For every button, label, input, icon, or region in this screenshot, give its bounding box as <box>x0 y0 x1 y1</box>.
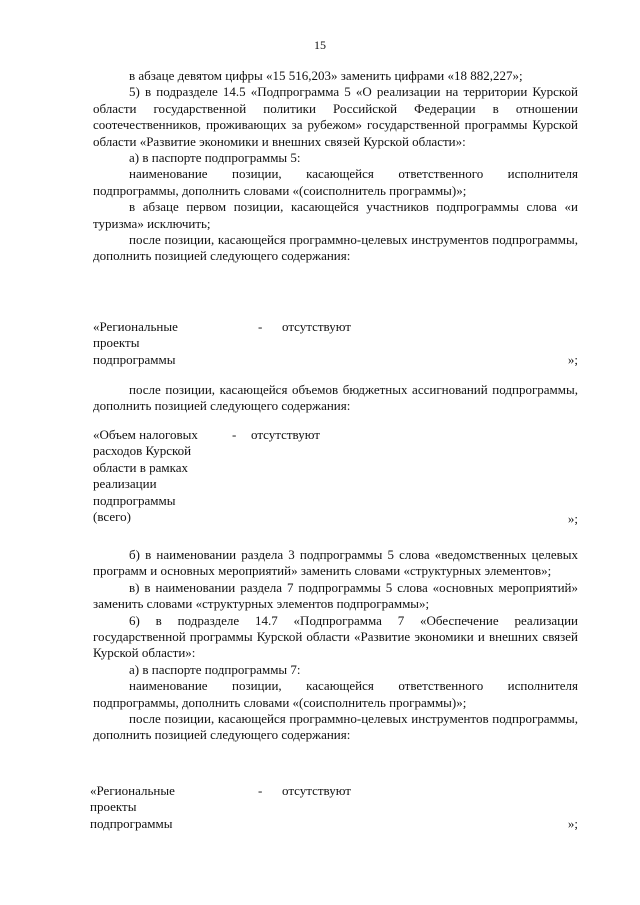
paragraph: а) в паспорте подпрограммы 7: <box>129 661 301 677</box>
paragraph: 6) в подразделе 14.7 «Подпрограмма 7 «Обеспечение реализации государственной программы Курской области «Развитие экономики и внешних связей Курской области»: <box>93 612 578 661</box>
entry-value: отсутствуют <box>282 783 351 798</box>
paragraph: в абзаце первом позиции, касающейся участников подпрограммы слова «и туризма» исключить; <box>93 199 578 231</box>
entry-closing-quote: »; <box>567 511 578 526</box>
entry-closing-quote: »; <box>567 352 578 367</box>
entry-value: отсутствуют <box>282 319 351 334</box>
entry-label-line: «Региональные <box>90 783 175 798</box>
paragraph: после позиции, касающейся программно-целевых инструментов подпрограммы, дополнить позицией следующего содержания: <box>93 232 578 264</box>
entry-label-line: подпрограммы <box>93 492 176 508</box>
passport-entry-regional-projects <box>93 319 578 371</box>
entry-label <box>93 319 178 368</box>
entry-label-line: проекты <box>93 335 140 351</box>
paragraph: наименование позиции, касающейся ответственного исполнителя подпрограммы, дополнить словами «(соисполнитель программы)»; <box>93 678 578 710</box>
paragraph: наименование позиции, касающейся ответственного исполнителя подпрограммы, дополнить словами «(соисполнитель программы)»; <box>93 166 578 198</box>
entry-label-line: (всего) <box>93 509 131 525</box>
entry-label-line: подпрограммы <box>90 815 173 831</box>
paragraph: после позиции, касающейся объемов бюджетных ассигнований подпрограммы, дополнить позицией следующего содержания: <box>93 382 578 414</box>
entry-label-line: реализации <box>93 476 157 492</box>
entry-label <box>93 427 198 525</box>
entry-value: отсутствуют <box>251 427 320 442</box>
entry-label-line: «Объем налоговых <box>93 427 198 442</box>
entry-label-line: подпрограммы <box>93 351 176 367</box>
entry-dash: - <box>258 319 263 334</box>
text-block-1 <box>93 68 578 265</box>
passport-entry-regional-projects-7 <box>90 783 578 835</box>
paragraph: б) в наименовании раздела 3 подпрограммы 5 слова «ведомственных целевых программ и основных мероприятий» заменить словами «структурных элементов»; <box>93 547 578 579</box>
entry-label-line: проекты <box>90 799 137 815</box>
entry-label-line: расходов Курской <box>93 443 192 459</box>
paragraph: 5) в подразделе 14.5 «Подпрограмма 5 «О реализации на территории Курской области государственной политики Российской Федерации в отношении соотечественников, проживающих за рубежом» государственной программы Курской области «Развитие экономики и внешних связей Курской области»: <box>93 84 578 149</box>
entry-dash: - <box>258 783 263 798</box>
entry-label-line: области в рамках <box>93 459 188 475</box>
page-number: 15 <box>314 38 326 52</box>
entry-label-line: «Региональные <box>93 319 178 334</box>
paragraph: в абзаце девятом цифры «15 516,203» заменить цифрами «18 882,227»; <box>129 68 523 83</box>
passport-entry-tax-expenditures <box>93 427 578 529</box>
entry-closing-quote: »; <box>567 816 578 831</box>
entry-label <box>90 783 175 832</box>
paragraph: а) в паспорте подпрограммы 5: <box>129 150 301 166</box>
text-block-3 <box>93 547 578 744</box>
paragraph: в) в наименовании раздела 7 подпрограммы 5 слова «основных мероприятий» заменить словами «структурных элементов подпрограммы»; <box>93 579 578 612</box>
entry-dash: - <box>232 427 237 442</box>
text-block-2 <box>93 382 578 415</box>
paragraph: после позиции, касающейся программно-целевых инструментов подпрограммы, дополнить позицией следующего содержания: <box>93 711 578 743</box>
